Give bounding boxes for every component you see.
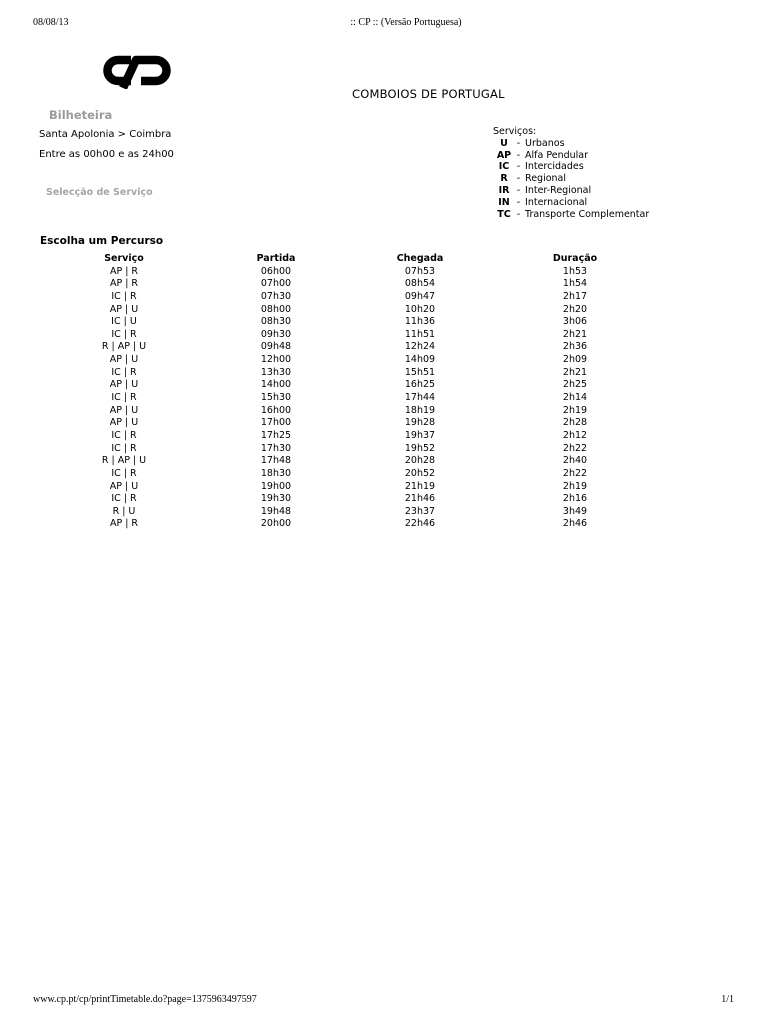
cell-chegada: 07h53 — [404, 265, 436, 277]
cell-chegada: 17h44 — [404, 392, 436, 404]
cell-chegada: 19h37 — [404, 429, 436, 441]
cell-chegada: 20h52 — [404, 467, 436, 479]
cell-chegada: 21h19 — [404, 480, 436, 492]
print-date: 08/08/13 — [33, 17, 69, 28]
print-page-title: :: CP :: (Versão Portuguesa) — [350, 17, 462, 28]
cell-partida: 09h30 — [260, 328, 292, 340]
timetable-row[interactable] — [0, 329, 768, 342]
cell-partida: 19h00 — [260, 480, 292, 492]
print-page-number: 1/1 — [721, 994, 734, 1005]
cell-servico: IC | R — [111, 467, 137, 479]
cell-duracao: 2h19 — [562, 480, 588, 492]
timetable — [0, 253, 768, 531]
cell-duracao: 2h16 — [562, 493, 588, 505]
legend-heading: Serviços: — [493, 126, 537, 137]
timetable-row[interactable] — [0, 405, 768, 418]
legend-code: TC — [497, 208, 511, 220]
route-summary: Santa Apolonia > Coimbra — [39, 129, 172, 140]
cell-partida: 07h00 — [260, 278, 292, 290]
cell-partida: 09h48 — [260, 341, 292, 353]
cell-partida: 19h30 — [260, 493, 292, 505]
timetable-row[interactable] — [0, 367, 768, 380]
cell-servico: IC | R — [111, 442, 137, 454]
column-header-partida: Partida — [256, 253, 296, 264]
cell-partida: 08h00 — [260, 303, 292, 315]
print-url: www.cp.pt/cp/printTimetable.do?page=1375963497597 — [33, 994, 257, 1005]
cell-chegada: 23h37 — [404, 505, 436, 517]
timetable-row[interactable] — [0, 266, 768, 279]
cell-chegada: 08h54 — [404, 278, 436, 290]
timetable-header-row — [0, 253, 768, 266]
legend-code: IR — [498, 184, 510, 196]
cell-partida: 07h30 — [260, 290, 292, 302]
cell-chegada: 14h09 — [404, 354, 436, 366]
legend-item — [493, 138, 649, 150]
timetable-row[interactable] — [0, 443, 768, 456]
cell-servico: AP | R — [109, 265, 139, 277]
site-title: COMBOIOS DE PORTUGAL — [352, 87, 505, 101]
legend-item — [493, 209, 649, 221]
cell-duracao: 2h19 — [562, 404, 588, 416]
cell-partida: 13h30 — [260, 366, 292, 378]
column-header-duracao: Duração — [552, 253, 598, 264]
service-selection-link[interactable]: Selecção de Serviço — [46, 187, 153, 198]
timetable-row[interactable] — [0, 304, 768, 317]
legend-service-name: Transporte Complementar — [525, 208, 650, 220]
cell-duracao: 2h40 — [562, 455, 588, 467]
cell-servico: AP | U — [109, 354, 139, 366]
legend-service-name: Inter-Regional — [525, 184, 592, 196]
legend-separator: - — [516, 208, 521, 220]
timetable-row[interactable] — [0, 506, 768, 519]
cell-duracao: 2h14 — [562, 392, 588, 404]
timetable-row[interactable] — [0, 379, 768, 392]
services-legend — [493, 126, 649, 220]
legend-separator: - — [516, 161, 521, 173]
cell-duracao: 2h20 — [562, 303, 588, 315]
cell-servico: IC | U — [111, 316, 137, 328]
legend-code: R — [500, 173, 508, 185]
timetable-row[interactable] — [0, 468, 768, 481]
cell-chegada: 10h20 — [404, 303, 436, 315]
cell-partida: 18h30 — [260, 467, 292, 479]
cell-duracao: 1h53 — [562, 265, 588, 277]
timetable-row[interactable] — [0, 354, 768, 367]
cell-servico: R | U — [112, 505, 136, 517]
legend-item — [493, 197, 649, 209]
cell-chegada: 15h51 — [404, 366, 436, 378]
cell-partida: 14h00 — [260, 379, 292, 391]
cell-servico: IC | R — [111, 366, 137, 378]
cell-servico: AP | R — [109, 278, 139, 290]
column-header-chegada: Chegada — [396, 253, 444, 264]
cell-servico: AP | U — [109, 303, 139, 315]
legend-code: IN — [498, 196, 510, 208]
cell-servico: IC | R — [111, 493, 137, 505]
cell-partida: 15h30 — [260, 392, 292, 404]
cp-logo-icon[interactable] — [103, 53, 173, 89]
cell-chegada: 11h51 — [404, 328, 436, 340]
cell-partida: 19h48 — [260, 505, 292, 517]
cell-duracao: 3h06 — [562, 316, 588, 328]
section-title: Bilheteira — [49, 108, 113, 122]
cell-chegada: 19h28 — [404, 417, 436, 429]
timetable-row[interactable] — [0, 430, 768, 443]
legend-separator: - — [516, 173, 521, 185]
timetable-row[interactable] — [0, 341, 768, 354]
timetable-row[interactable] — [0, 455, 768, 468]
cell-duracao: 2h46 — [562, 518, 588, 530]
cell-duracao: 2h22 — [562, 442, 588, 454]
cell-partida: 08h30 — [260, 316, 292, 328]
legend-item — [493, 185, 649, 197]
timetable-row[interactable] — [0, 481, 768, 494]
cell-duracao: 1h54 — [562, 278, 588, 290]
timetable-row[interactable] — [0, 392, 768, 405]
legend-items — [493, 138, 649, 221]
cell-partida: 17h00 — [260, 417, 292, 429]
cell-duracao: 2h09 — [562, 354, 588, 366]
cell-servico: AP | U — [109, 379, 139, 391]
column-header-servico: Serviço — [104, 253, 144, 264]
cell-duracao: 2h12 — [562, 429, 588, 441]
cell-partida: 16h00 — [260, 404, 292, 416]
legend-service-name: Alfa Pendular — [525, 149, 589, 161]
legend-service-name: Regional — [525, 173, 567, 185]
routes-heading: Escolha um Percurso — [40, 235, 164, 247]
time-range: Entre as 00h00 e as 24h00 — [39, 149, 174, 160]
cell-servico: R | AP | U — [101, 341, 147, 353]
timetable-body — [0, 266, 768, 531]
timetable-row[interactable] — [0, 316, 768, 329]
cell-chegada: 22h46 — [404, 518, 436, 530]
timetable-row[interactable] — [0, 493, 768, 506]
cell-servico: IC | R — [111, 429, 137, 441]
cell-partida: 17h48 — [260, 455, 292, 467]
legend-separator: - — [516, 137, 521, 149]
cell-chegada: 09h47 — [404, 290, 436, 302]
legend-code: AP — [496, 149, 512, 161]
cell-chegada: 20h28 — [404, 455, 436, 467]
legend-code: U — [500, 137, 508, 149]
legend-code: IC — [498, 161, 510, 173]
timetable-row[interactable] — [0, 417, 768, 430]
cell-duracao: 2h36 — [562, 341, 588, 353]
cell-servico: AP | U — [109, 404, 139, 416]
cell-chegada: 11h36 — [404, 316, 436, 328]
cell-duracao: 2h21 — [562, 366, 588, 378]
legend-item — [493, 161, 649, 173]
cell-servico: IC | R — [111, 290, 137, 302]
legend-service-name: Intercidades — [525, 161, 584, 173]
cell-chegada: 19h52 — [404, 442, 436, 454]
legend-separator: - — [516, 149, 521, 161]
cell-servico: AP | R — [109, 518, 139, 530]
legend-separator: - — [516, 196, 521, 208]
timetable-row[interactable] — [0, 278, 768, 291]
cell-duracao: 2h22 — [562, 467, 588, 479]
cell-chegada: 18h19 — [404, 404, 436, 416]
legend-service-name: Urbanos — [525, 137, 565, 149]
cell-partida: 17h25 — [260, 429, 292, 441]
cell-servico: R | AP | U — [101, 455, 147, 467]
legend-service-name: Internacional — [525, 196, 588, 208]
cell-servico: IC | R — [111, 328, 137, 340]
cell-servico: IC | R — [111, 392, 137, 404]
cell-partida: 20h00 — [260, 518, 292, 530]
cell-duracao: 2h21 — [562, 328, 588, 340]
legend-item — [493, 150, 649, 162]
cell-servico: AP | U — [109, 480, 139, 492]
timetable-row[interactable] — [0, 291, 768, 304]
cell-partida: 17h30 — [260, 442, 292, 454]
cell-partida: 12h00 — [260, 354, 292, 366]
cell-chegada: 21h46 — [404, 493, 436, 505]
legend-item — [493, 173, 649, 185]
timetable-row[interactable] — [0, 518, 768, 531]
legend-separator: - — [516, 184, 521, 196]
cell-duracao: 3h49 — [562, 505, 588, 517]
cell-duracao: 2h25 — [562, 379, 588, 391]
cell-duracao: 2h17 — [562, 290, 588, 302]
cell-servico: AP | U — [109, 417, 139, 429]
cell-duracao: 2h28 — [562, 417, 588, 429]
cell-partida: 06h00 — [260, 265, 292, 277]
cell-chegada: 12h24 — [404, 341, 436, 353]
cell-chegada: 16h25 — [404, 379, 436, 391]
